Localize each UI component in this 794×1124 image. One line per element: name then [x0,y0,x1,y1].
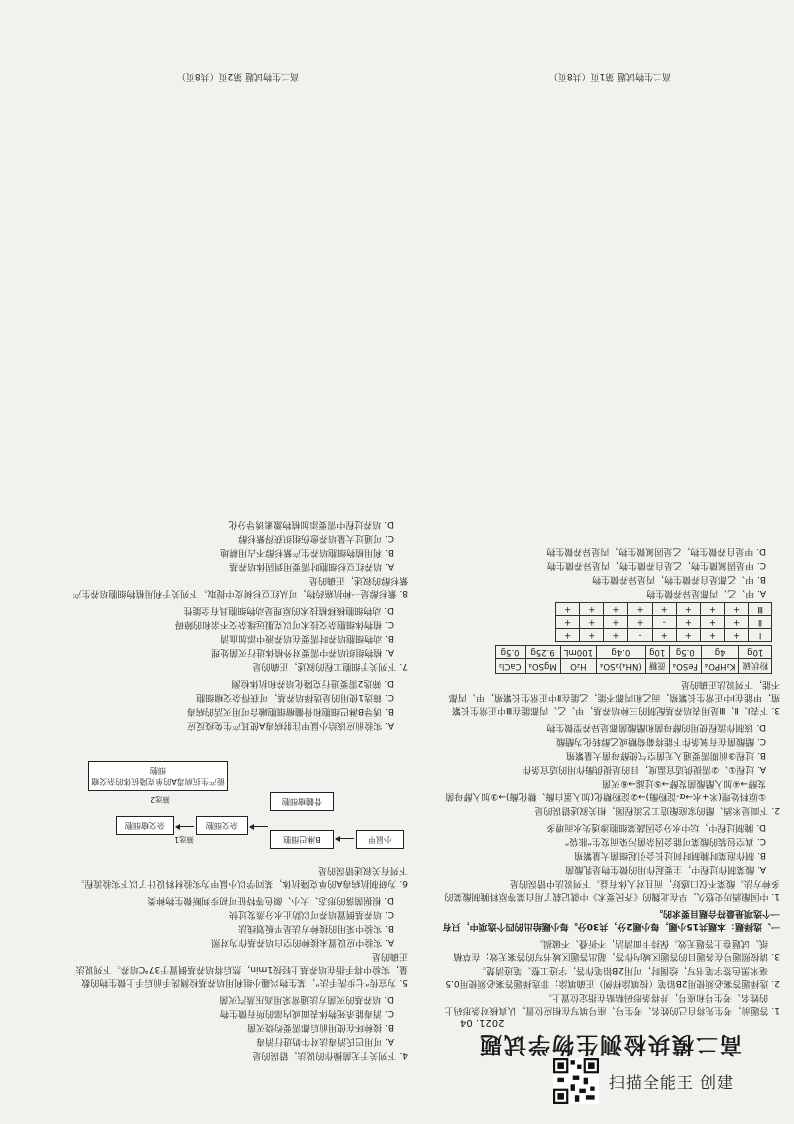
question-stem: 8. 紫杉醇是一种抗癌药物，可从红豆杉树皮中提取。下列关于利用植物细胞培养生产紫杉醇的叙述，正确的是 [72,575,408,598]
table-cell: - [628,629,652,642]
page-two-column [68,65,408,1065]
table-cell: Ⅲ [749,603,772,616]
table-row [495,646,771,659]
table-cell: + [604,629,628,642]
option-b: B. 接种环在使用前后都需要灼烧灭菌 [247,1022,394,1032]
table-cell: + [628,603,652,616]
table-row [556,629,772,642]
table-cell: + [725,616,749,629]
question-2 [440,720,780,816]
option-c: C. 真空包装的酸菜可能会因杂菌污染而发生“胀袋” [564,836,766,846]
table-cell: + [580,616,604,629]
flow-box-hybridoma: 杂交瘤细胞 [116,816,174,835]
rotated-exam-sheet [60,55,780,1065]
antibody-flowchart [78,737,408,857]
flow-box-myeloma: 骨髓瘤细胞 [270,792,334,811]
table-header-cell: MgSO₄ [525,659,560,674]
table-row [556,603,772,616]
option-c: C. 筛选1使用的是选择培养基，可获得杂交瘤细胞 [196,692,394,702]
option-a: A. 实验中应设置未接种的空白培养基作为对照 [211,937,394,947]
option-c: C. 培养基倒置培养可以防止水分蒸发过快 [228,909,394,919]
option-b: B. 过程③前期需要通入无菌空气使酵母菌大量繁殖 [566,750,766,760]
table-header-cell: K₂HPO₄ [701,659,739,674]
table-cell: 0.5g [669,646,701,659]
flow-arrow [250,826,268,827]
option-a: A. 可用巴氏消毒法对牛奶进行消毒 [256,1036,394,1046]
option-d: D. 根据菌落的形态、大小、颜色等特征可初步判断微生物种类 [147,895,394,905]
question-stem: 4. 下列关于无菌操作的说法，错误的是 [252,1050,408,1060]
flow-box-hybrid: 杂交细胞 [196,816,248,835]
table-cell: + [652,629,676,642]
table-cell: + [556,629,580,642]
medium-growth-table [555,602,772,642]
flow-box-b-cells: B淋巴细胞 [270,830,334,849]
table-cell: + [676,616,700,629]
table-cell: + [580,629,604,642]
table-cell: + [700,629,724,642]
option-a: A. 甲、乙、丙都是异养微生物 [646,588,766,598]
flow-label-screen-2: 筛选2 [150,795,170,804]
table-header-cell: FeSO₄ [669,659,701,674]
instructions [440,936,780,1016]
option-d: D. 筛选2需要进行克隆化培养和抗体检测 [231,678,394,688]
option-b: B. 甲、乙都是自养微生物，丙是异养微生物 [592,574,766,584]
table-cell: + [725,603,749,616]
question-4 [68,992,408,1061]
table-cell: + [700,603,724,616]
table-header-cell: H₂O [560,659,596,674]
question-stem: 6. 为研制抗病毒A的单克隆抗体，某同学以小鼠甲为实验材料设计了以下实验流程。下列有关叙述错误的是 [75,865,408,888]
table-header-cell: (NH₄)₂SO₄ [597,659,646,674]
table-cell: + [628,616,652,629]
flow-arrow [176,826,194,827]
exam-date: 2021. 04 [460,1017,505,1028]
table-cell: 4g [701,646,739,659]
table-row [556,616,772,629]
scanner-watermark [553,1058,734,1104]
option-b: B. 利用植物细胞培养生产紫杉醇不占用耕地 [220,547,394,557]
table-cell: 9.25g [525,646,560,659]
option-a: A. 实验前应该给小鼠甲注射病毒A使其产生免疫反应 [187,720,394,730]
scanner-brand-text: 扫描全能王 创建 [608,1072,734,1092]
table-cell: - [652,616,676,629]
option-b: B. 诱导B淋巴细胞和骨髓瘤细胞融合可用灭活的病毒 [186,706,394,716]
question-stem: 7. 下列关于细胞工程的叙述，正确的是 [252,661,408,671]
question-7 [68,603,408,672]
instruction-2: 2. 选择题答案必须使用2B铅笔（按填涂样例）正确填涂；非选择题答案必须使用0.5毫米黑色签字笔书写，绘图时，可用2B铅笔作答，字迹工整、笔迹清楚。 [445,965,780,988]
option-d: D. 该制作流程使用的酵母菌和醋酸菌都是异养型微生物 [546,722,766,732]
table-header-row [495,659,771,674]
option-c: C. 植物体细胞杂交技术可以克服远缘杂交不亲和的障碍 [174,619,394,629]
flow-arrow [336,838,354,839]
question-stem: 2. 下面是米酒、醋的家庭酿造工艺流程图，相关叙述错误的是 [534,805,780,815]
option-c: C. 醋酸菌在有氧条件下能将葡萄糖或乙醇转化为醋酸 [555,736,766,746]
question-6 [68,676,408,889]
table-cell: + [580,603,604,616]
flow-label-screen-1: 筛选1 [174,835,194,844]
option-d: D. 动物细胞核移植技术的原理是动物细胞具有全能性 [183,605,394,615]
section-heading: 一、选择题：本题共15小题，每小题2分，共30分。每小题给出的四个选项中，只有一个选项是最符合题目要求的。 [442,908,780,931]
page-footer: 高二生物试题 第1页（共8页） [548,71,672,81]
question-5 [68,893,408,988]
table-cell: + [604,616,628,629]
option-d: D. 培养基的灭菌方法通常采用高压蒸汽灭菌 [219,994,394,1004]
table-cell: 0.5g [495,646,525,659]
question-8 [68,517,408,599]
question-stem: 1. 中国酿酒历史悠久，早在北魏的《齐民要术》中就记载了用白菜等原料腌制酸菜的多种方法。酸菜不仅口感好，而且对人体有益。下列说法中错误的是 [444,878,780,901]
option-d: D. 培养过程中需要添加植物激素诱导分化 [228,519,394,529]
table-cell: + [556,616,580,629]
table-cell: Ⅱ [749,616,772,629]
table-header-cell: CaCl₂ [495,659,525,674]
flow-box-target-cells: 能产生抗病毒A的单克隆抗体的杂交瘤细胞 [88,761,228,791]
table-header-cell: 粉状硫 [739,659,772,674]
option-c: C. 消毒能杀死物体表面或内部的所有微生物 [219,1008,394,1018]
table-cell: 100mL [560,646,596,659]
table-cell: + [604,603,628,616]
table-cell: + [652,603,676,616]
qr-code-icon [553,1058,599,1104]
option-b: B. 动物细胞培养时需要在培养液中添加血清 [220,633,394,643]
table-cell: + [676,603,700,616]
page-one-column [440,65,780,1065]
option-a: A. 植物组织培养中需要对外植体进行灭菌处理 [211,647,394,657]
table-cell: Ⅰ [749,629,772,642]
flow-box-mouse: 小鼠甲 [356,830,404,849]
table-cell: + [676,629,700,642]
table-cell: + [700,616,724,629]
table-cell: 0.4g [597,646,646,659]
option-a: A. 过程①、②需提供适宜温度，目的是提供酶作用的适宜条件 [522,764,766,774]
option-c: C. 可通过大量培养愈伤组织获得紫杉醇 [237,533,394,543]
option-d: D. 甲是自养微生物，乙是固氮微生物，丙是异养微生物 [546,546,766,556]
exam-title: 高二模块检测生物学试题 [478,1031,743,1057]
table-cell: 10g [645,646,669,659]
table-header-cell: 蔗糖 [645,659,669,674]
table-cell: 10g [739,646,772,659]
table-cell: + [725,629,749,642]
question-1 [440,820,780,902]
option-b: B. 实验中采用的接种方法是平板划线法 [238,923,394,933]
question-stem: 5. 为宣传“七步洗手法”，某生物兴趣小组利用培养基检测洗手前后手上微生物的数量，实验中将手指在培养基上轻按1min，然后将培养基倒置于37℃培养。下列说法正确的是 [75,951,408,987]
option-d: D. 腌制过程中，坛中水分会因蔬菜细胞渗透失水而增多 [546,822,766,832]
option-c: C. 甲是固氮微生物，乙是自养微生物，丙是异养微生物 [546,560,766,570]
instruction-1: 1. 答题前，考生先将自己的姓名、考生号、座号填写在相应位置，认真核对条形码上的姓名、考生号和座号，并将条形码粘贴在指定位置上。 [444,992,780,1015]
page-footer: 高二生物试题 第2页（共8页） [176,71,300,81]
option-b: B. 制作泡菜时腌制时间过长会引起细菌大量繁殖 [574,850,766,860]
process-flow-text: ①原料处理(米+水→α-淀粉酶)→②淀粉糖化(加入蛋白酶、糖化酶)→③加入酵母菌发酵→④加入醋酸菌发酵→⑤过滤→⑥灭菌 [445,778,766,801]
question-3 [440,544,780,716]
medium-composition-table [495,645,772,674]
option-a: A. 酸菜制作过程中，主要起作用的微生物是乳酸菌 [565,864,766,874]
instruction-3: 3. 请按照题号在各题目的答题区域内作答，超出答题区域书写的答案无效；在草稿纸、试题卷上答题无效。保持卡面清洁，不折叠、不破损。 [453,938,780,961]
question-stem: 3. 下表Ⅰ、Ⅱ、Ⅲ是用表培养基配制的三种培养基，甲、乙、丙都能在Ⅲ中正常生长繁殖，甲能在Ⅰ中正常生长繁殖，而乙和丙都不能，乙能在Ⅱ中正常生长繁殖，甲、丙都不能，下列说法正确的是 [448,679,780,715]
table-cell: + [556,603,580,616]
option-a: A. 培养红豆杉细胞时需要用到固体培养基 [229,561,394,571]
